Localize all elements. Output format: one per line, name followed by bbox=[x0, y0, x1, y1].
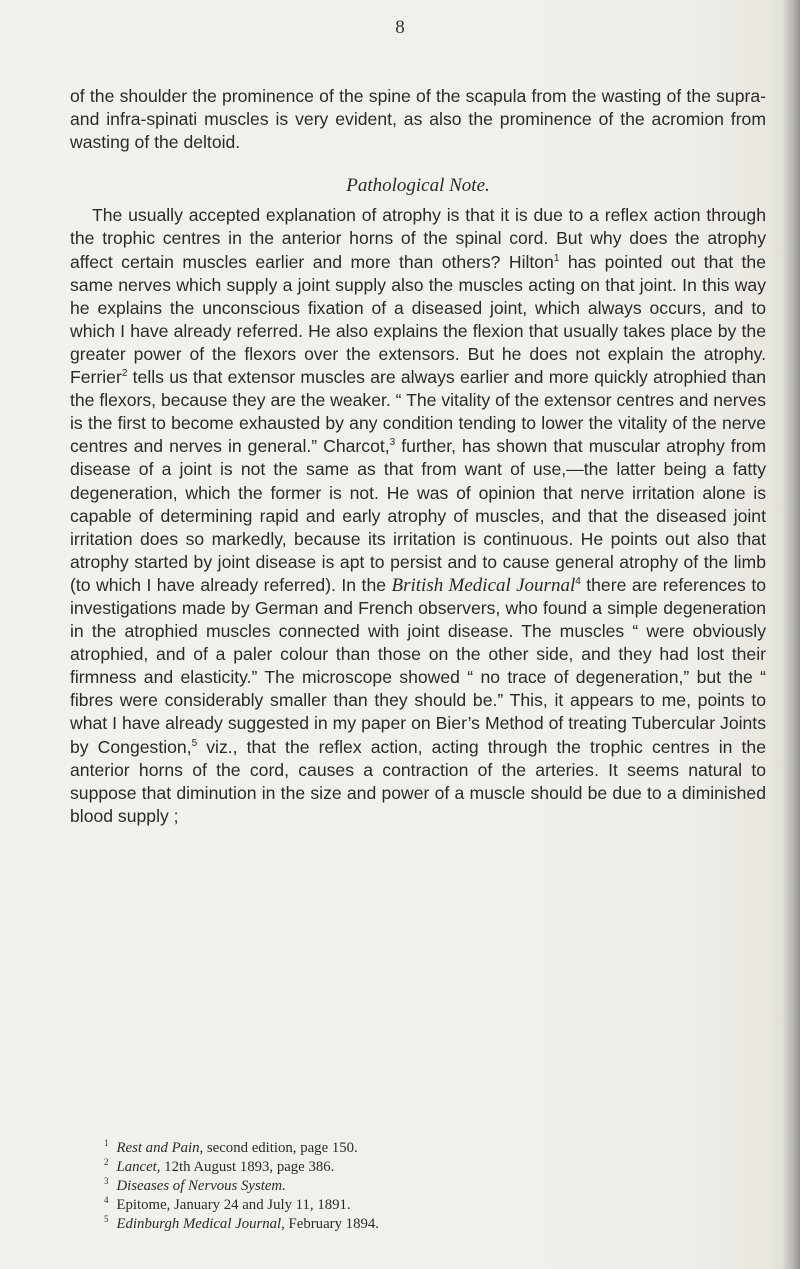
section-heading: Pathological Note. bbox=[346, 175, 490, 197]
body-text-1: The usually accepted explanation of atrophy is that it is due to a reflex action through the trophic centres in the anterior horns of the spinal cord. But why does the atrophy affect certain muscles earlier and more than others? Hilton bbox=[70, 205, 766, 272]
footnote-title: Rest and Pain, bbox=[116, 1140, 204, 1156]
footnote-ref-5[interactable]: 5 bbox=[191, 737, 198, 749]
footnote-5 bbox=[104, 1215, 704, 1234]
footnote-ref-3[interactable]: 3 bbox=[389, 437, 396, 449]
journal-title: British Medical Journal bbox=[391, 574, 576, 596]
footnote-title: Edinburgh Medical Journal, bbox=[116, 1216, 285, 1232]
footnote-1 bbox=[104, 1139, 704, 1158]
page-number: 8 bbox=[395, 17, 405, 38]
body-text-3: tells us that extensor muscles are always earlier and more quickly atrophied than the flexors, because they are the weaker. “ The vitality of the extensor centres and nerves is the first to become exhausted by any condition tending to lower the vitality of the nerve centres and nerves in general.” Charcot, bbox=[70, 367, 766, 457]
page-edge-shadow bbox=[782, 0, 800, 1269]
footnote-2 bbox=[104, 1158, 704, 1177]
footnote-mark: 4 bbox=[104, 1195, 109, 1205]
footnote-title: Diseases of Nervous System. bbox=[116, 1178, 286, 1194]
footnote-text: February 1894. bbox=[284, 1216, 379, 1232]
footnote-title: Lancet, bbox=[116, 1159, 161, 1175]
footnotes bbox=[104, 1139, 704, 1234]
body-text-4: further, has shown that muscular atrophy from disease of a joint is not the same as that from want of use,—the latter being a fatty degeneration, which the former is not. He was of opinion that nerve irritation alone is capable of determining rapid and early atrophy of muscles, and that the diseased joint irritation does so markedly, because its irritation is continuous. He points out also that atrophy started by joint disease is apt to persist and to cause general atrophy of the limb (to which I have already referred). In the bbox=[70, 436, 766, 595]
footnote-mark: 2 bbox=[104, 1157, 109, 1167]
footnote-mark: 1 bbox=[104, 1138, 109, 1148]
footnote-text: second edition, page 150. bbox=[203, 1140, 358, 1156]
footnote-ref-1[interactable]: 1 bbox=[553, 252, 560, 264]
footnote-ref-2[interactable]: 2 bbox=[121, 368, 128, 380]
intro-paragraph: of the shoulder the prominence of the spine of the scapula from the wasting of the supra- and infra-spinati muscles is very evident, as also the prominence of the acromion from wasting of the deltoid. bbox=[70, 86, 766, 153]
footnote-mark: 5 bbox=[104, 1214, 109, 1224]
footnote-text: Epitome, January 24 and July 11, 1891. bbox=[116, 1197, 351, 1213]
footnote-4 bbox=[104, 1196, 704, 1215]
footnote-ref-4[interactable]: 4 bbox=[575, 575, 581, 587]
body-paragraph bbox=[70, 204, 766, 828]
body-text-2: has pointed out that the same nerves which supply a joint supply also the muscles acting on that joint. In this way he explains the unconscious fixation of a diseased joint, which always occurs, and to which I have already referred. He also explains the flexion that usually takes place by the greater power of the flexors over the extensors. But he does not explain the atrophy. Ferrier bbox=[70, 251, 766, 388]
body-text-6: viz., that the reflex action, acting through the trophic centres in the anterior horns of the cord, causes a contraction of the arteries. It seems natural to suppose that diminution in the size and power of a muscle should be due to a diminished blood supply ; bbox=[70, 736, 766, 826]
body-text-5: there are references to investigations made by German and French observers, who found a simple degeneration in the atrophied muscles connected with joint disease. The muscles “ were obviously atrophied, and of a paler colour than those on the other side, and they had lost their firmness and elasticity.” The microscope showed “ no trace of degeneration,” but the “ fibres were considerably smaller than they should be.” This, it appears to me, points to what I have already suggested in my paper on Bier’s Method of treating Tubercular Joints by Congestion, bbox=[70, 574, 766, 757]
main-text bbox=[70, 85, 766, 828]
footnote-3 bbox=[104, 1177, 704, 1196]
footnote-mark: 3 bbox=[104, 1176, 109, 1186]
footnote-text: 12th August 1893, page 386. bbox=[160, 1159, 335, 1175]
